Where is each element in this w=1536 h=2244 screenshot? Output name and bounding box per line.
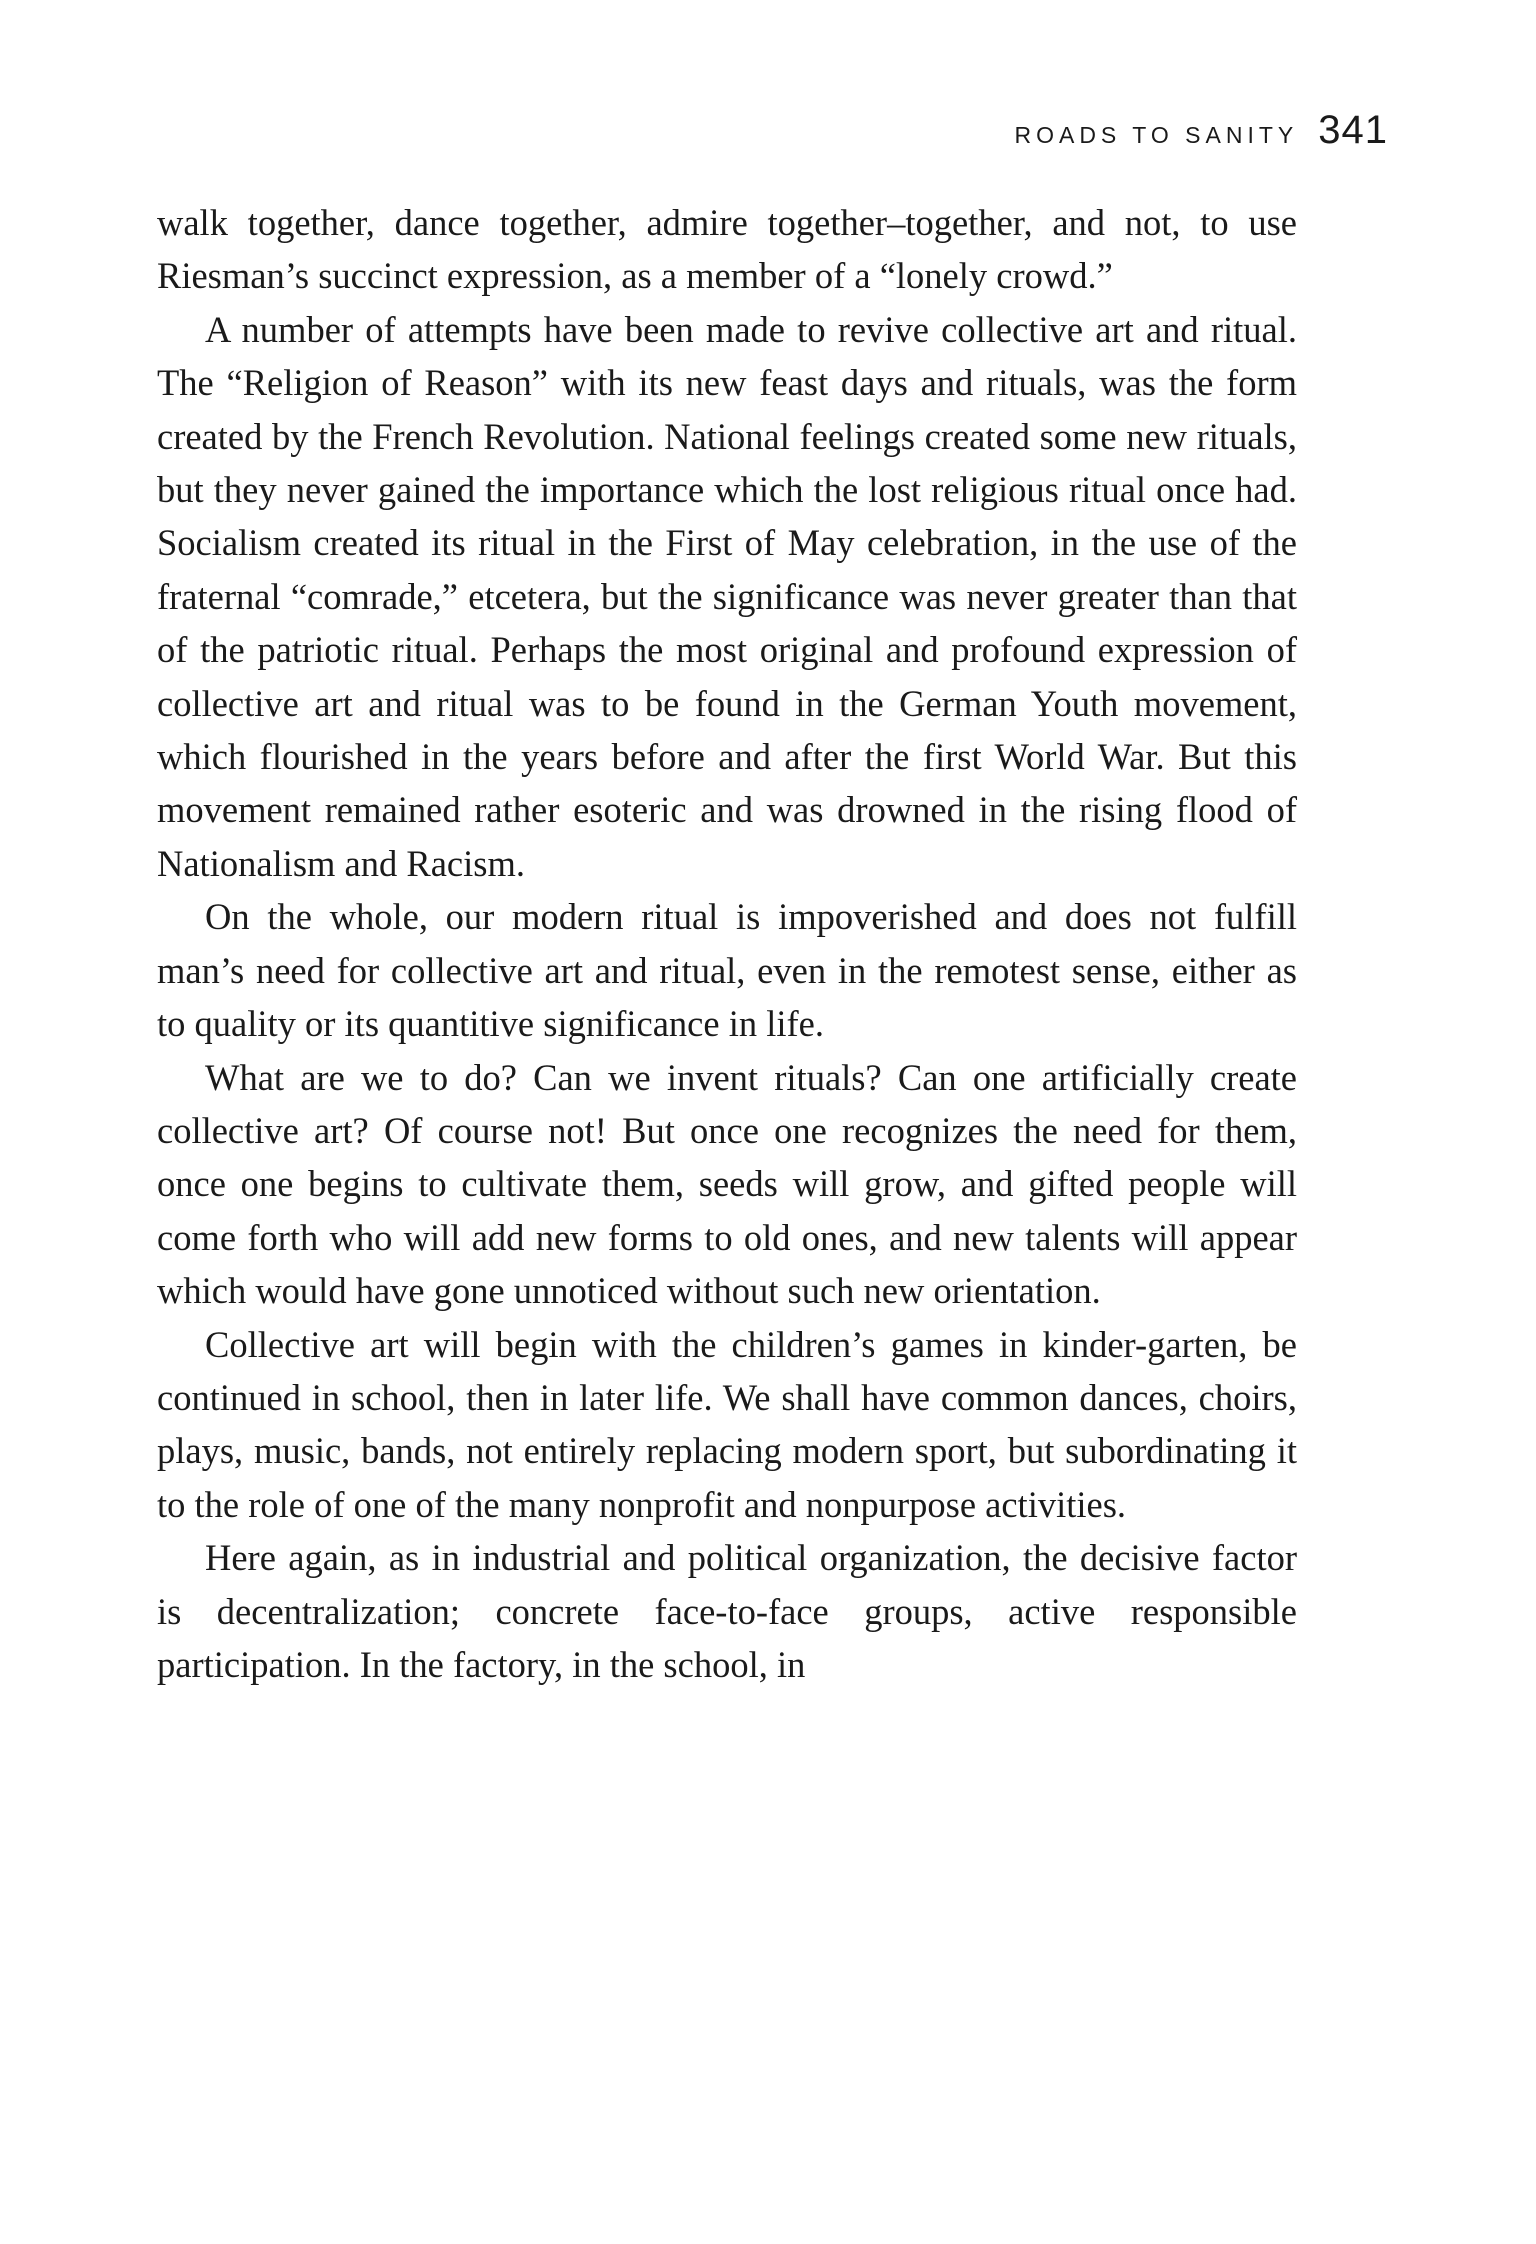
page-number: 341 <box>1318 108 1388 152</box>
body-text <box>157 196 1297 1691</box>
running-title: ROADS TO SANITY <box>1014 122 1299 148</box>
paragraph-5: Collective art will begin with the children’s games in kinder-garten, be continued in school, then in later life. We shall have common dances, choirs, plays, music, bands, not entirely replacing modern sport, but subordinating it to the role of one of the many nonprofit and nonpurpose activities. <box>157 1323 1297 1525</box>
paragraph-3: On the whole, our modern ritual is impoverished and does not fulfill man’s need for collective art and ritual, even in the remotest sense, either as to quality or its quantitive significance in life. <box>157 896 1297 1045</box>
running-head <box>1014 108 1388 153</box>
paragraph-1: walk together, dance together, admire together–together, and not, to use Riesman’s succinct expression, as a member of a “lonely crowd.” <box>157 202 1297 297</box>
paragraph-4: What are we to do? Can we invent rituals? Can one artificially create collective art? Of course not! But once one recognizes the need for them, once one begins to cultivate them, seeds will grow, and gifted people will come forth who will add new forms to old ones, and new talents will appear which would have gone unnoticed without such new orientation. <box>157 1056 1297 1312</box>
paragraph-6: Here again, as in industrial and political organization, the decisive factor is decentralization; concrete face-to-face groups, active responsible participation. In the factory, in the school, in <box>157 1537 1297 1685</box>
paragraph-2: A number of attempts have been made to revive collective art and ritual. The “Religion of Reason” with its new feast days and rituals, was the form created by the French Revolution. National feelings created some new rituals, but they never gained the importance which the lost religious ritual once had. Socialism created its ritual in the First of May celebration, in the use of the fraternal “comrade,” etcetera, but the significance was never greater than that of the patriotic ritual. Perhaps the most original and profound expression of collective art and ritual was to be found in the German Youth movement, which flourished in the years before and after the first World War. But this movement remained rather esoteric and was drowned in the rising flood of Nationalism and Racism. <box>157 308 1297 884</box>
